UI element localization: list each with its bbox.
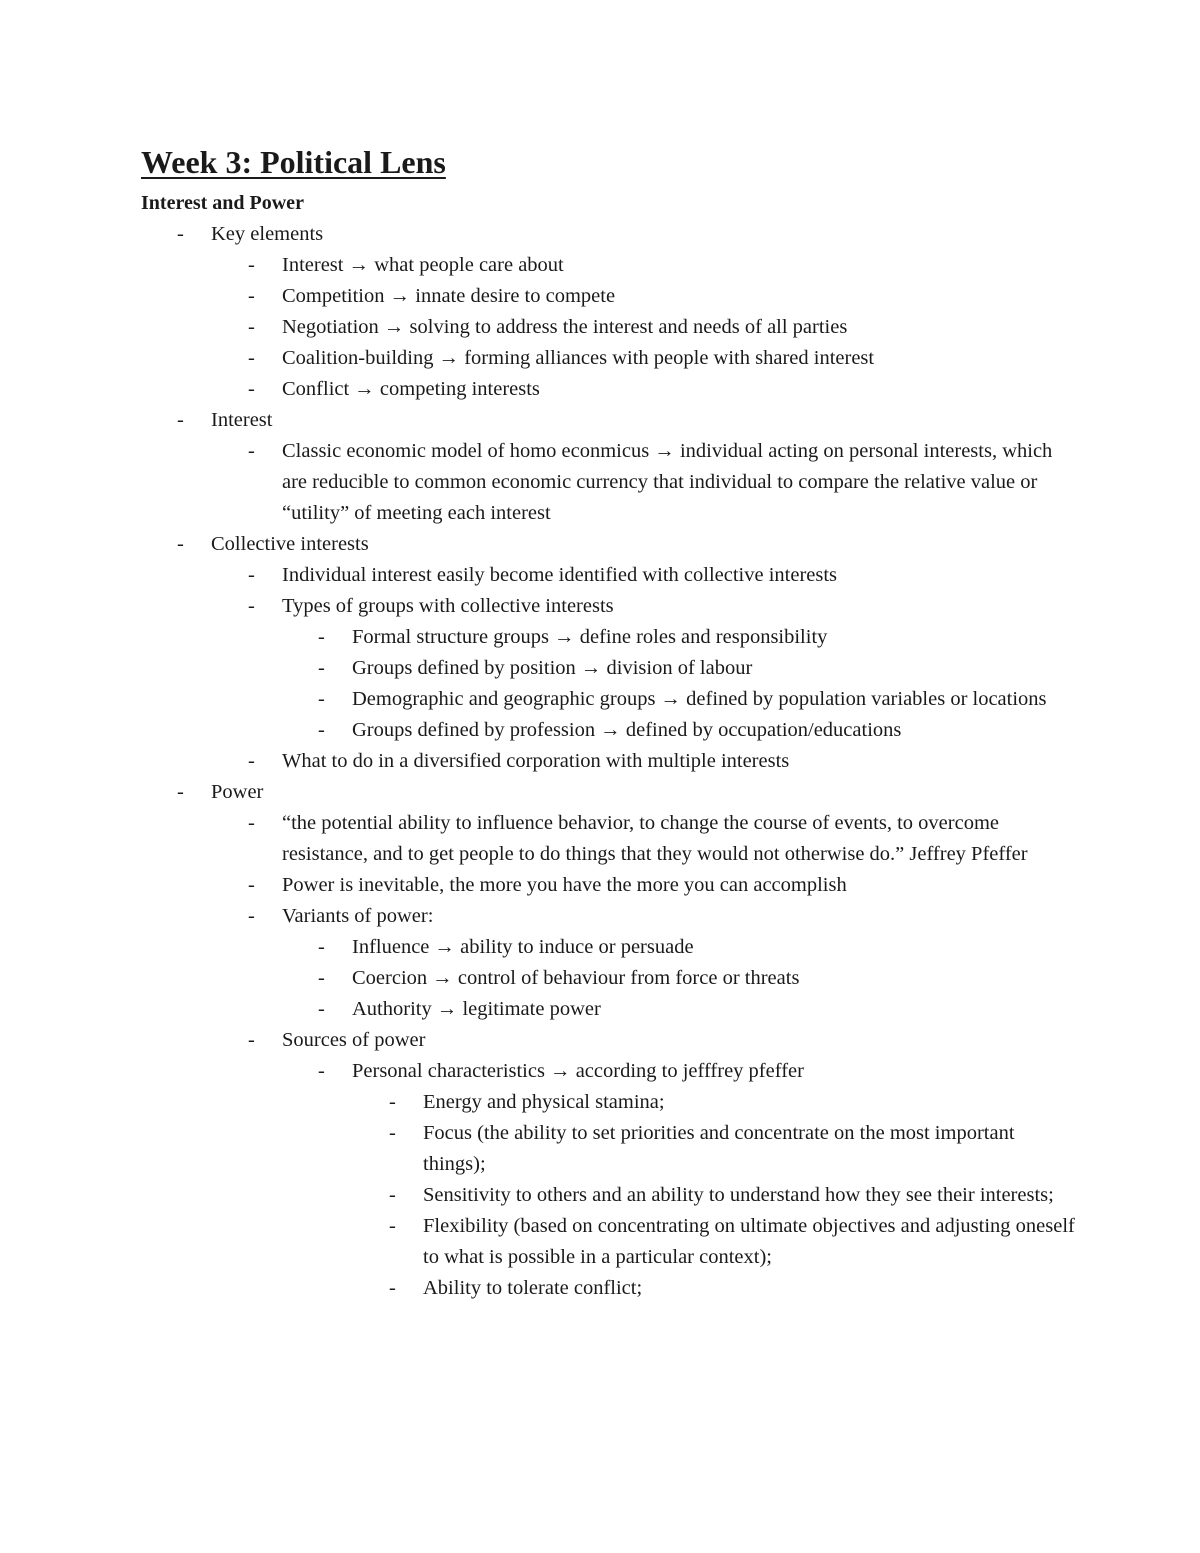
bullet-dash: - [318, 936, 325, 958]
bullet-dash: - [248, 378, 255, 400]
list-item [141, 1211, 1081, 1273]
list-item [141, 560, 1081, 591]
list-item [141, 622, 1081, 653]
list-item-text: Classic economic model of homo econmicus → individual acting on personal interests, which are reducible to common economic currency that individual to compare the relative value or “utility” of meeting each interest [282, 440, 1053, 524]
list-item [141, 591, 1081, 622]
bullet-dash: - [248, 595, 255, 617]
list-item-text: Interest → what people care about [282, 254, 564, 276]
list-item [141, 1087, 1081, 1118]
bullet-dash: - [248, 812, 255, 834]
list-item [141, 374, 1081, 405]
bullet-dash: - [248, 440, 255, 462]
list-item [141, 715, 1081, 746]
list-item-text: Coalition-building → forming alliances with people with shared interest [282, 347, 875, 369]
section-heading: Interest and Power [141, 192, 304, 214]
list-item-text: Individual interest easily become identified with collective interests [282, 564, 838, 586]
list-item-text: Types of groups with collective interests [282, 595, 614, 617]
list-item-text: Power [211, 781, 264, 803]
list-item-text: Groups defined by profession → defined by occupation/educations [352, 719, 902, 741]
list-item-text: “the potential ability to influence behavior, to change the course of events, to overcome resistance, and to get people to do things that they would not otherwise do.” Jeffrey Pfeffer [282, 812, 1028, 865]
list-item [141, 932, 1081, 963]
list-item-text: Competition → innate desire to compete [282, 285, 616, 307]
list-item-text: Flexibility (based on concentrating on ultimate objectives and adjusting oneself to what is possible in a particular context); [423, 1215, 1075, 1268]
outline-list [141, 219, 1081, 1304]
list-item-text: Conflict → competing interests [282, 378, 540, 400]
bullet-dash: - [389, 1091, 396, 1113]
list-item [141, 219, 1081, 250]
list-item [141, 281, 1081, 312]
bullet-dash: - [318, 657, 325, 679]
bullet-dash: - [248, 316, 255, 338]
bullet-dash: - [177, 533, 184, 555]
list-item-text: Negotiation → solving to address the interest and needs of all parties [282, 316, 848, 338]
list-item-text: Ability to tolerate conflict; [423, 1277, 643, 1299]
bullet-dash: - [318, 626, 325, 648]
list-item [141, 436, 1081, 529]
bullet-dash: - [248, 750, 255, 772]
bullet-dash: - [318, 998, 325, 1020]
list-item-text: Coercion → control of behaviour from force or threats [352, 967, 800, 989]
list-item-text: Focus (the ability to set priorities and concentrate on the most important things); [423, 1122, 1015, 1175]
bullet-dash: - [248, 285, 255, 307]
list-item [141, 529, 1081, 560]
list-item [141, 343, 1081, 374]
bullet-dash: - [389, 1184, 396, 1206]
list-item-text: Variants of power: [282, 905, 434, 927]
list-item [141, 777, 1081, 808]
list-item [141, 994, 1081, 1025]
list-item-text: Formal structure groups → define roles and responsibility [352, 626, 828, 648]
list-item-text: What to do in a diversified corporation with multiple interests [282, 750, 790, 772]
bullet-dash: - [248, 254, 255, 276]
list-item-text: Collective interests [211, 533, 369, 555]
bullet-dash: - [389, 1122, 396, 1144]
bullet-dash: - [248, 1029, 255, 1051]
list-item [141, 1273, 1081, 1304]
list-item [141, 963, 1081, 994]
bullet-dash: - [248, 564, 255, 586]
list-item [141, 901, 1081, 932]
list-item [141, 1025, 1081, 1056]
list-item [141, 312, 1081, 343]
list-item-text: Key elements [211, 223, 324, 245]
list-item-text: Interest [211, 409, 273, 431]
list-item [141, 684, 1081, 715]
bullet-dash: - [318, 1060, 325, 1082]
list-item-text: Energy and physical stamina; [423, 1091, 665, 1113]
list-item [141, 1118, 1081, 1180]
bullet-dash: - [389, 1215, 396, 1237]
list-item [141, 808, 1081, 870]
bullet-dash: - [318, 688, 325, 710]
list-item [141, 870, 1081, 901]
list-item-text: Personal characteristics → according to jefffrey pfeffer [352, 1060, 804, 1082]
list-item [141, 746, 1081, 777]
list-item [141, 653, 1081, 684]
list-item-text: Power is inevitable, the more you have the more you can accomplish [282, 874, 847, 896]
list-item-text: Sensitivity to others and an ability to understand how they see their interests; [423, 1184, 1054, 1206]
bullet-dash: - [248, 905, 255, 927]
list-item-text: Influence → ability to induce or persuade [352, 936, 694, 958]
bullet-dash: - [177, 409, 184, 431]
list-item [141, 250, 1081, 281]
list-item [141, 1056, 1081, 1087]
list-item-text: Demographic and geographic groups → defined by population variables or locations [352, 688, 1047, 710]
list-item [141, 1180, 1081, 1211]
list-item [141, 405, 1081, 436]
bullet-dash: - [318, 719, 325, 741]
bullet-dash: - [248, 347, 255, 369]
list-item-text: Authority → legitimate power [352, 998, 601, 1020]
page-title: Week 3: Political Lens [141, 144, 446, 180]
bullet-dash: - [389, 1277, 396, 1299]
bullet-dash: - [248, 874, 255, 896]
bullet-dash: - [177, 781, 184, 803]
list-item-text: Sources of power [282, 1029, 426, 1051]
bullet-dash: - [318, 967, 325, 989]
document-page [141, 140, 1081, 1304]
bullet-dash: - [177, 223, 184, 245]
list-item-text: Groups defined by position → division of labour [352, 657, 753, 679]
